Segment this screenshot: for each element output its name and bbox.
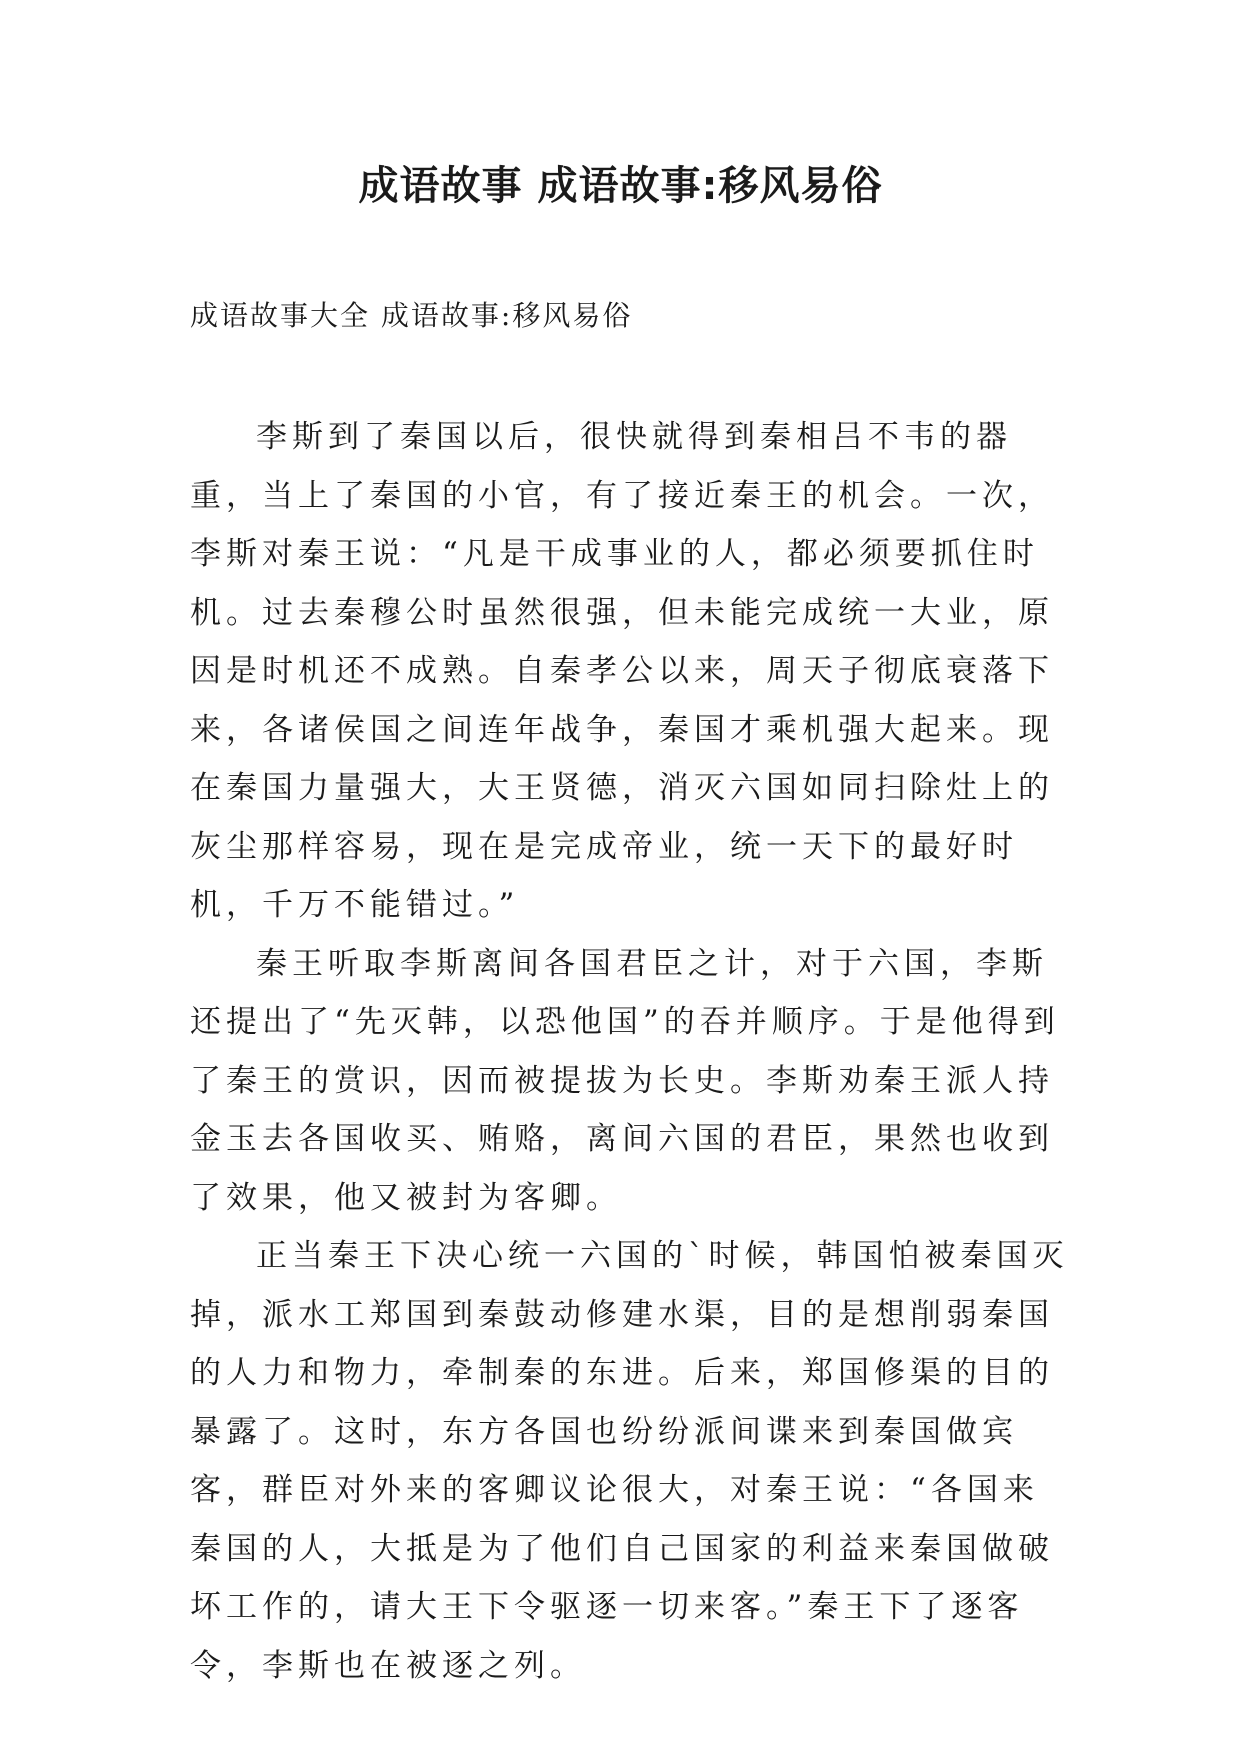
page-title: 成语故事 成语故事:移风易俗 [358,163,883,209]
paragraph: 秦王听取李斯离间各国君臣之计，对于六国，李斯还提出了“先灭韩，以恐他国”的吞并顺序。于是他得到了秦王的赏识，因而被提拔为长史。李斯劝秦王派人持金玉去各国收买、贿赂，离间六国的君臣，果然也收到了效果，他又被封为客卿。 [190,945,1060,1216]
paragraph: 正当秦王下决心统一六国的`时候，韩国怕被秦国灭掉，派水工郑国到秦鼓动修建水渠，目的是想削弱秦国的人力和物力，牵制秦的东进。后来，郑国修渠的目的暴露了。这时，东方各国也纷纷派间谍来到秦国做宾客，群臣对外来的客卿议论很大，对秦王说：“各国来秦国的人，大抵是为了他们自己国家的利益来秦国做破坏工作的，请大王下令驱逐一切来客。”秦王下了逐客令，李斯也在被逐之列。 [190,1238,1069,1684]
article-body [190,408,1070,1695]
paragraph: 李斯到了秦国以后，很快就得到秦相吕不韦的器重，当上了秦国的小官，有了接近秦王的机会。一次，李斯对秦王说：“凡是干成事业的人，都必须要抓住时机。过去秦穆公时虽然很强，但未能完成统一大业，原因是时机还不成熟。自秦孝公以来，周天子彻底衰落下来，各诸侯国之间连年战争，秦国才乘机强大起来。现在秦国力量强大，大王贤德，消灭六国如同扫除灶上的灰尘那样容易，现在是完成帝业，统一天下的最好时机，千万不能错过。” [190,419,1054,923]
document-subtitle: 成语故事大全 成语故事:移风易俗 [190,299,633,332]
